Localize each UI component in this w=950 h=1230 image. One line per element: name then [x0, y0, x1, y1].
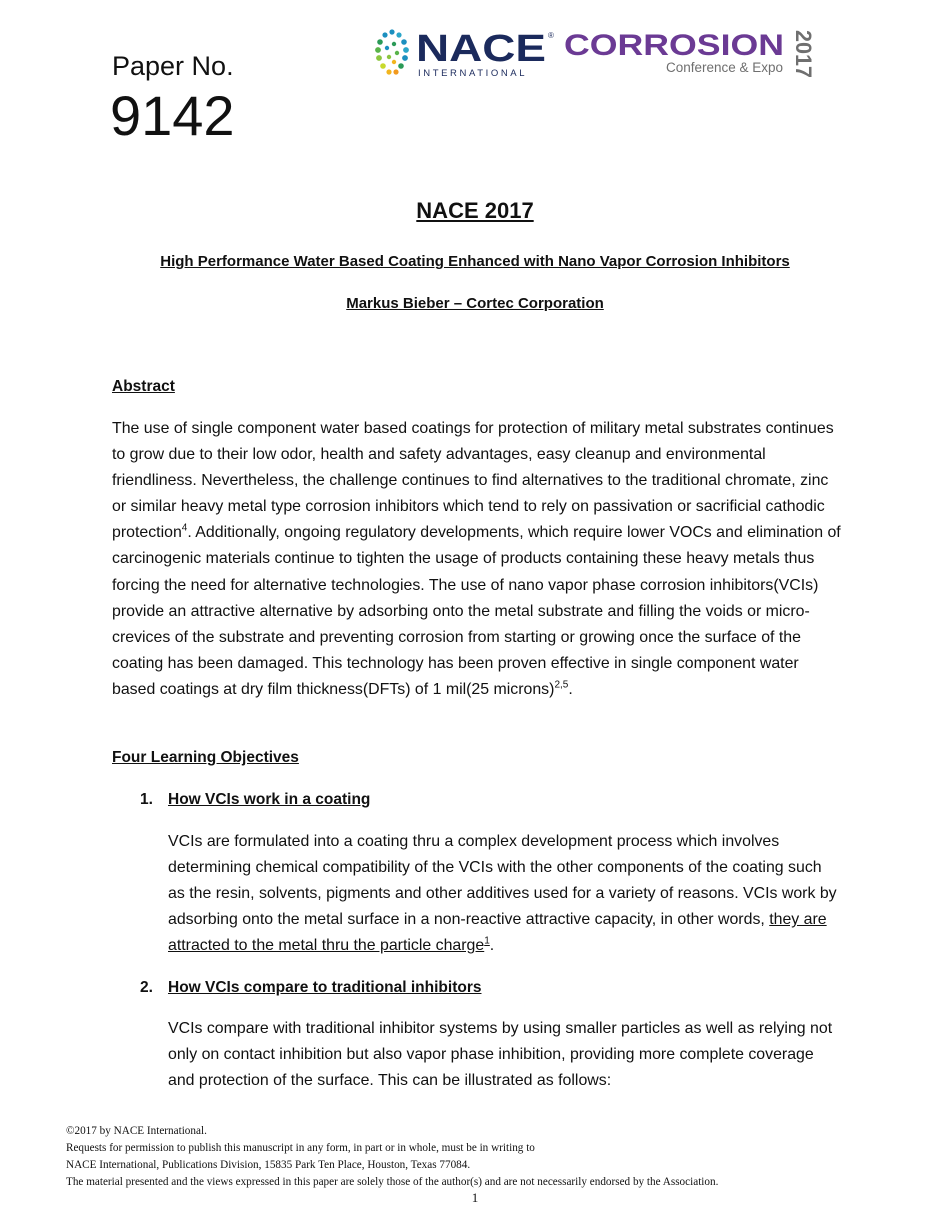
page-number: 1	[471, 1190, 479, 1205]
footer-line-3: NACE International, Publications Division, 15835 Park Ten Place, Houston, Texas 77084.	[66, 1159, 471, 1171]
nace-logo-text: NACE	[416, 28, 546, 70]
objective-2-number: 2.	[140, 979, 153, 996]
corrosion-logo-sub: Conference & Expo	[666, 60, 784, 75]
abstract-heading: Abstract	[112, 378, 175, 395]
objective-2-title: How VCIs compare to traditional inhibitors	[168, 979, 482, 996]
footer-line-1: ©2017 by NACE International.	[66, 1125, 207, 1137]
footer-line-4: The material presented and the views expressed in this paper are solely those of the author(s) and are not necessarily endorsed by the Association.	[66, 1176, 719, 1188]
svg-text:®: ®	[548, 31, 554, 40]
nace-logo	[370, 26, 560, 82]
conference-title: NACE 2017	[416, 198, 534, 223]
footer-line-2: Requests for permission to publish this manuscript in any form, in part or in whole, must be in writing to	[66, 1142, 535, 1154]
objectives-heading: Four Learning Objectives	[112, 749, 299, 766]
objective-2-text: VCIs compare with traditional inhibitor systems by using smaller particles as well as relying not only on contact inhibition but also vapor phase inhibition, providing more complete coverage and protection of the surface. This can be illustrated as follows:	[168, 1020, 833, 1090]
corrosion-logo-text: CORROSION	[564, 29, 784, 62]
nace-globe-icon	[375, 29, 409, 74]
corrosion-logo	[562, 26, 822, 82]
copyright-footer	[66, 1123, 718, 1191]
abstract-text: The use of single component water based coatings for protection of military metal substrates continues to grow due to their low odor, health and safety advantages, easy cleanup and environmental friendliness. Nevertheless, the challenge continues to find alternatives to the traditional chromate, zinc or similar heavy metal type corrosion inhibitors which tend to rely on passivation or sacrificial cathodic protection$^4$. Additionally, ongoing regulatory developments, which require lower VOCs and elimination of carcinogenic materials continue to tighten the usage of products containing these heavy metals thus forcing the need for alternative technologies. The use of nano vapor phase corrosion inhibitors(VCIs) provide an attractive alternative by adsorbing onto the metal substrate and filling the voids or micro-crevices of the substrate and preventing corrosion from starting or growing once the surface of the coating has been damaged. This technology has been proven effective in single component water based coatings at dry film thickness(DFTs) of 1 mil(25 microns)$^{2,5}$.	[112, 420, 841, 698]
paper-title: High Performance Water Based Coating Enhanced with Nano Vapor Corrosion Inhibitors	[160, 253, 790, 270]
corrosion-logo-year: 2017	[791, 30, 816, 79]
objective-1-text: VCIs are formulated into a coating thru a complex development process which involves determining chemical compatibility of the VCIs with the other components of the coating such as the resin, solvents, pigments and other additives used for a variety of reasons. VCIs work by adsorbing onto the metal surface in a non-reactive attractive capacity, in other words, they are attracted to the metal thru the particle charge$^1$.	[168, 833, 837, 955]
paper-number: 9142	[110, 84, 235, 147]
paper-label: Paper No.	[112, 51, 234, 81]
author-line: Markus Bieber – Cortec Corporation	[346, 295, 604, 312]
nace-logo-sub: INTERNATIONAL	[418, 68, 528, 79]
objective-1-title: How VCIs work in a coating	[168, 791, 371, 808]
objective-1-number: 1.	[140, 791, 153, 808]
